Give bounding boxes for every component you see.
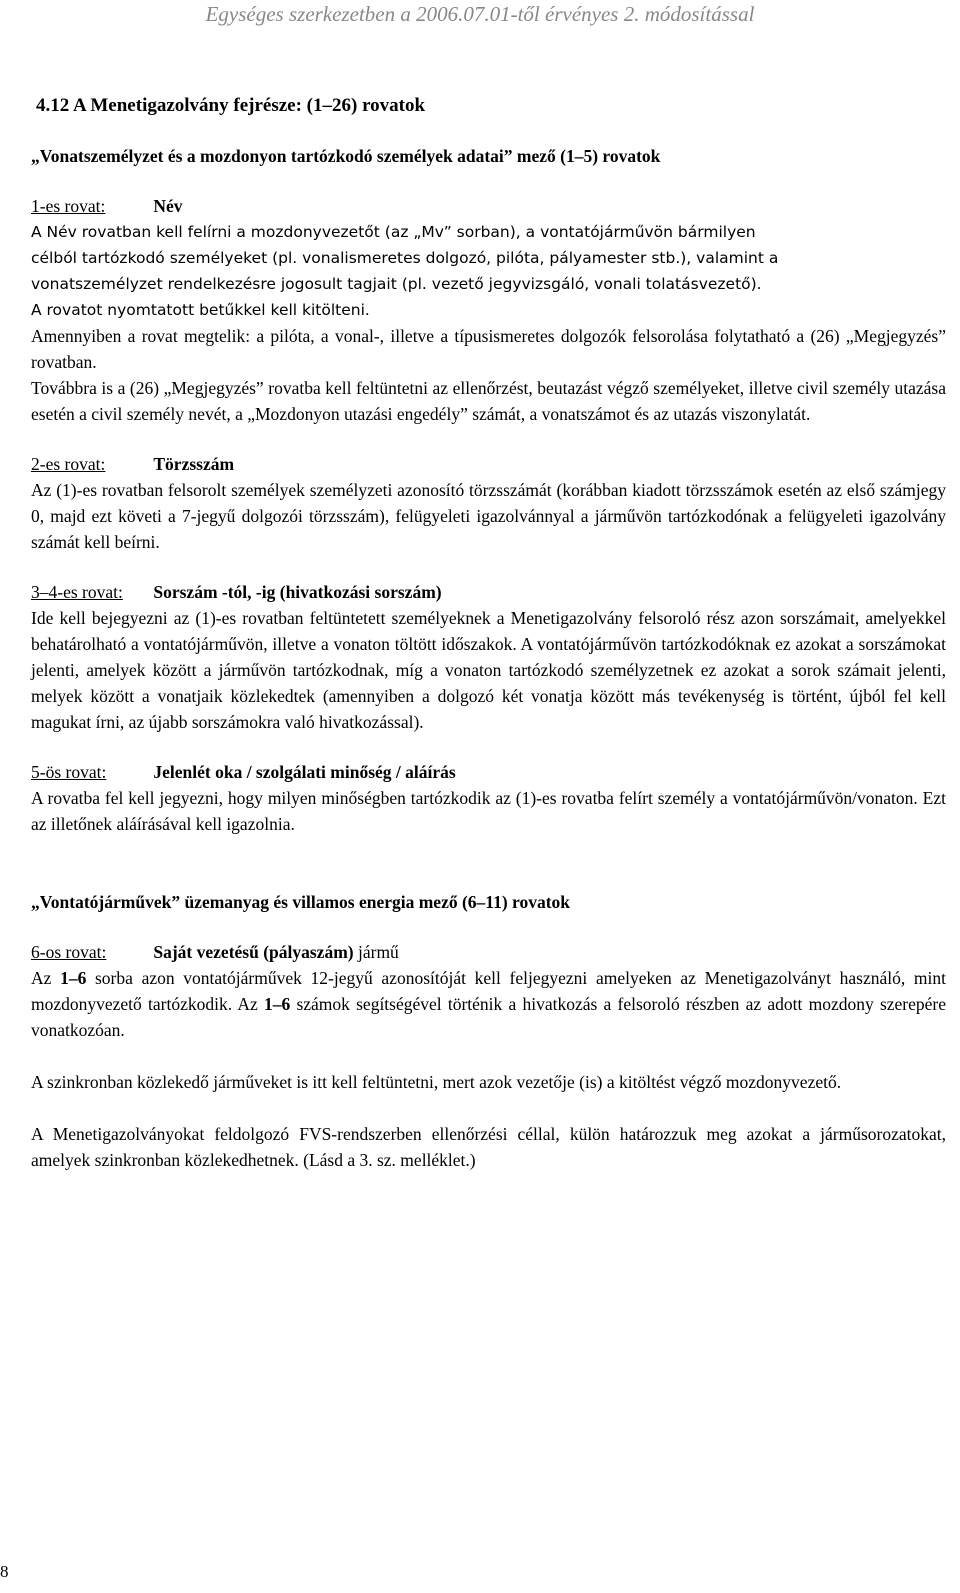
field-title-personnel: „Vonatszemélyzet és a mozdonyon tartózkodó személyek adatai” mező (1–5) rovatok xyxy=(31,146,661,166)
paragraph: A szinkronban közlekedő járműveket is itt kell feltüntetni, mert azok vezetője (is) a kitöltést végző mozdonyvezető. xyxy=(31,1072,842,1092)
section-title: 4.12 A Menetigazolvány fejrésze: (1–26) rovatok xyxy=(36,95,426,116)
field-title-vehicles: „Vontatójárművek” üzemanyag és villamos energia mező (6–11) rovatok xyxy=(31,892,571,912)
text-line: A rovatot nyomtatott betűkkel kell kitölteni. xyxy=(31,301,370,319)
rovat-title: Törzsszám xyxy=(153,454,235,474)
rovat-title: Saját vezetésű (pályaszám) xyxy=(153,942,354,962)
paragraph xyxy=(31,219,946,323)
rovat-heading-3-4 xyxy=(31,579,946,605)
text-run-bold: 1–6 xyxy=(60,968,87,988)
rovat-heading-6 xyxy=(31,939,946,965)
paragraph: Az (1)-es rovatban felsorolt személyek személyzeti azonosító törzsszámát (korábban kiadott törzsszámok esetén az első számjegy 0, majd ezt követi a 7-jegyű dolgozói törzsszám), felügyeleti igazolvánnyal a járművön tartózkodónak a felügyeleti igazolvány számát kell beírni. xyxy=(31,480,946,552)
rovat-number: 1-es rovat: xyxy=(31,196,106,216)
text-run: sorba azon vontatójárművek 12-jegyű azonosítóját kell feljegyezni amelyeken az Menetigazolványt használó, mint mozdonyvezető tartózkodik. Az xyxy=(31,968,946,1014)
rovat-heading-2 xyxy=(31,451,946,477)
text-run: Az xyxy=(31,968,61,988)
page-number: 8 xyxy=(0,1562,9,1581)
text-run: számok segítségével történik a hivatkozás a felsoroló részben az adott mozdony szerepére vonatkozóan. xyxy=(31,994,946,1040)
paragraph: A Menetigazolványokat feldolgozó FVS-rendszerben ellenőrzési céllal, külön határozzuk meg azokat a járműsorozatokat, amelyek szinkronban közlekedhetnek. (Lásd a 3. sz. melléklet.) xyxy=(31,1124,946,1170)
rovat-title: Sorszám -tól, -ig (hivatkozási sorszám) xyxy=(153,582,442,602)
rovat-number: 3–4-es rovat: xyxy=(31,582,123,602)
running-header: Egységes szerkezetben a 2006.07.01-től érvényes 2. módosítással xyxy=(205,2,755,26)
rovat-title-suffix: jármű xyxy=(353,942,399,962)
paragraph: A rovatba fel kell jegyezni, hogy milyen minőségben tartózkodik az (1)-es rovatba felírt személy a vontatójárművön/vonaton. Ezt az illetőnek aláírásával kell igazolnia. xyxy=(31,788,946,834)
rovat-title: Jelenlét oka / szolgálati minőség / aláírás xyxy=(153,762,456,782)
rovat-number: 2-es rovat: xyxy=(31,454,106,474)
paragraph: Továbbra is a (26) „Megjegyzés” rovatba kell feltüntetni az ellenőrzést, beutazást végző személyeket, illetve civil személy utazása esetén a civil személy nevét, a „Mozdonyon utazási engedély” számát, a vonatszámot és az utazás viszonylatát. xyxy=(31,378,946,424)
rovat-number: 6-os rovat: xyxy=(31,942,107,962)
text-run-bold: 1–6 xyxy=(263,994,291,1014)
paragraph: Ide kell bejegyezni az (1)-es rovatban feltüntetett személyeknek a Menetigazolvány felsoroló rész azon sorszámait, amelyekkel behatárolható a vontatójárművön, illetve a vonaton töltött időszakok. A vontatójárművön tartózkodóknak ez azokat a sorszámokat jelenti, amelyek között a járművön tartózkodnak, míg a vonaton tartózkodó személyzetnek ez azokat a sorok számait jelenti, melyek között a vonatjaik közlekedtek (amennyiben a dolgozó két vonatja között más tevékenység is történt, újból fel kell magukat írni, az újabb sorszámokra való hivatkozással). xyxy=(31,608,946,732)
text-line: vonatszemélyzet rendelkezésre jogosult tagjait (pl. vezető jegyvizsgáló, vonali tolatásvezető). xyxy=(31,275,762,293)
document-body xyxy=(31,93,946,1173)
rovat-heading-1 xyxy=(31,193,946,219)
text-line: A Név rovatban kell felírni a mozdonyvezetőt (az „Mv” sorban), a vontatójárművön bármilyen xyxy=(31,223,756,241)
paragraph: Amennyiben a rovat megtelik: a pilóta, a vonal-, illetve a típusismeretes dolgozók felsorolása folytatható a (26) „Megjegyzés” rovatban. xyxy=(31,326,946,372)
rovat-heading-5 xyxy=(31,759,946,785)
paragraph xyxy=(31,965,946,1043)
rovat-number: 5-ös rovat: xyxy=(31,762,107,782)
rovat-title: Név xyxy=(153,196,183,216)
text-line: célból tartózkodó személyeket (pl. vonalismeretes dolgozó, pilóta, pályamester stb.), valamint a xyxy=(31,249,779,267)
